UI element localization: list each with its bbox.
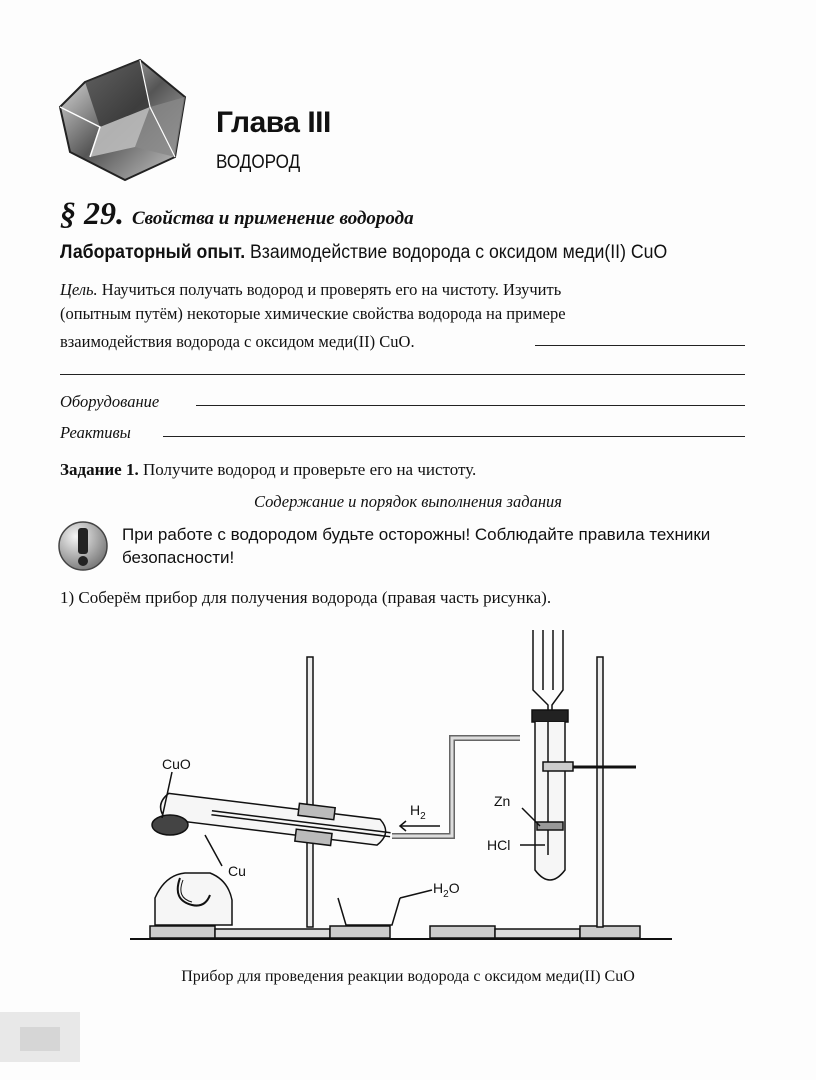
section-number: § 29. <box>60 195 124 231</box>
reagents-answer-line[interactable] <box>163 436 745 437</box>
section-heading <box>60 195 414 232</box>
equipment-answer-line[interactable] <box>196 405 745 406</box>
task-label: Задание 1. <box>60 460 139 479</box>
chapter-crystal-emblem <box>55 52 195 187</box>
label-h2o: $H_2O$ <box>433 880 460 900</box>
task-1 <box>60 460 476 480</box>
equipment-label: Оборудование <box>60 392 160 411</box>
goal-label: Цель. <box>60 280 98 299</box>
goal-line-3: взаимодействия водорода с оксидом меди(II) CuO. <box>60 332 415 351</box>
chapter-title: Глава III <box>216 106 331 139</box>
task-text: Получите водород и проверьте его на чистоту. <box>142 460 477 479</box>
label-hcl: HCl <box>487 837 511 853</box>
label-zn: Zn <box>494 793 511 809</box>
goal-line-1 <box>60 280 561 300</box>
goal-answer-line-1[interactable] <box>535 345 745 346</box>
step-1: 1) Соберём прибор для получения водорода (правая часть рисунка). <box>60 588 552 607</box>
label-cu: Cu <box>228 863 246 879</box>
label-cuo: CuO <box>162 756 191 772</box>
apparatus-figure <box>0 620 816 950</box>
lab-title: Взаимодействие водорода с оксидом меди(II) CuO <box>250 242 668 263</box>
goal-text-1: Научиться получать водород и проверять его на чистоту. Изучить <box>101 280 562 299</box>
goal-answer-line-2[interactable] <box>60 374 745 375</box>
section-title: Свойства и применение водорода <box>132 208 414 229</box>
task-subheading: Содержание и порядок выполнения задания <box>254 492 562 511</box>
goal-line-2: (опытным путём) некоторые химические свойства водорода на примере <box>60 304 566 323</box>
chapter-subtitle: ВОДОРОД <box>216 152 301 173</box>
warning-text: При работе с водородом будьте осторожны! Соблюдайте правила техники безопасности! <box>122 525 711 567</box>
label-h2: $H_2$ <box>410 802 426 822</box>
lab-label: Лабораторный опыт. <box>60 242 246 263</box>
warning-icon <box>57 520 109 572</box>
figure-caption: Прибор для проведения реакции водорода с оксидом меди(II) CuO <box>181 968 635 985</box>
reagents-label: Реактивы <box>60 423 131 442</box>
page-number-badge <box>0 1012 80 1062</box>
lab-heading <box>60 242 667 264</box>
